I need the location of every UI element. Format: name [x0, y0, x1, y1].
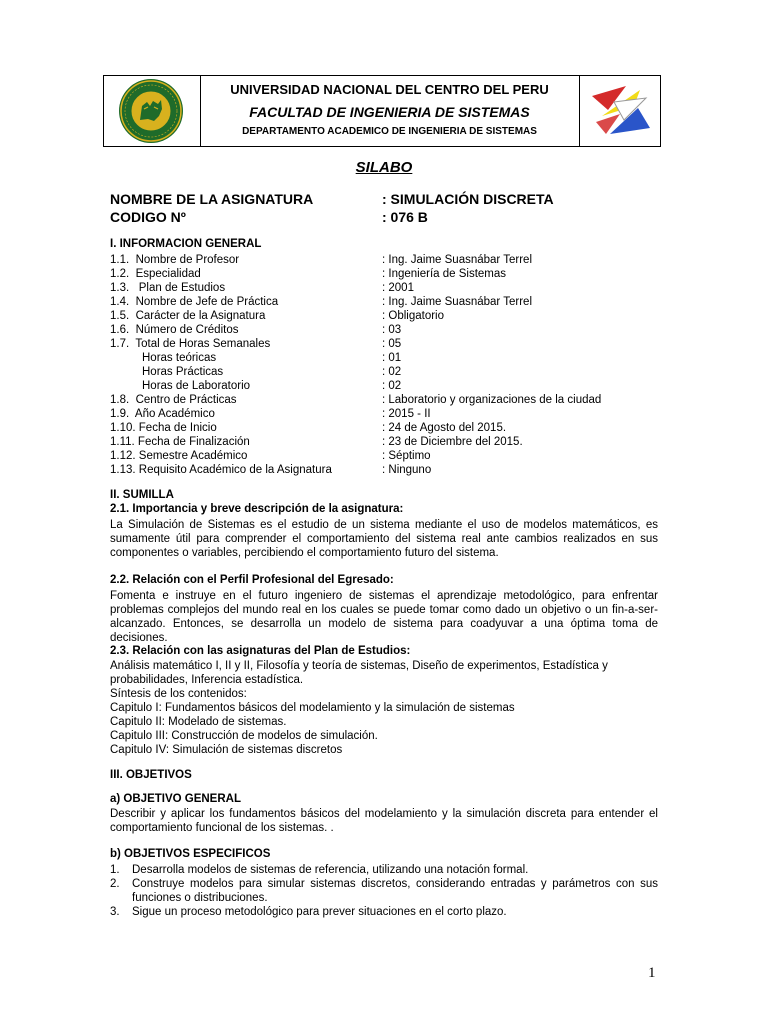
faculty-logo-icon [580, 76, 661, 146]
info-row [110, 407, 670, 421]
section-2-2-text: Fomenta e instruye en el futuro ingeniero de sistemas el aprendizaje metodológico, para enfrentar problemas complejos del mundo real en los cuales se puede tomar como dado un objetivo o un fin-a-ser-alcanzado. Entonces, se desarrolla un modelo de sistema para coadyuvar a una óptima toma de decisiones. [110, 590, 658, 644]
info-value: : Ing. Jaime Suasnábar Terrel [382, 296, 533, 308]
info-label: 1.12. Semestre Académico [110, 450, 248, 462]
info-row [110, 351, 670, 365]
contents-line: Capitulo II: Modelado de sistemas. [110, 716, 287, 728]
university-name: UNIVERSIDAD NACIONAL DEL CENTRO DEL PERU [230, 82, 549, 97]
section-2-3-text: Análisis matemático I, II y II, Filosofía y teoría de sistemas, Diseño de experimentos, Estadística y probabilidades, Inferencia estadística. [110, 660, 608, 686]
info-label: Horas Prácticas [142, 366, 224, 378]
objective-number: 2. [110, 878, 120, 890]
info-label: 1.11. Fecha de Finalización [110, 436, 250, 448]
info-value: : 03 [382, 324, 402, 336]
document-title: SILABO [355, 159, 413, 176]
info-value: : 24 de Agosto del 2015. [382, 422, 507, 434]
objetivos-heading: III. OBJETIVOS [110, 769, 192, 781]
info-label: 1.1. Nombre de Profesor [110, 254, 240, 266]
faculty-name: FACULTAD DE INGENIERIA DE SISTEMAS [249, 104, 530, 120]
objetivos-especificos-heading: b) OBJETIVOS ESPECIFICOS [110, 848, 271, 860]
info-value: : 02 [382, 380, 402, 392]
info-label: 1.7. Total de Horas Semanales [110, 338, 271, 350]
info-row [110, 295, 670, 309]
objective-number: 3. [110, 906, 120, 918]
objective-text: Desarrolla modelos de sistemas de referencia, utilizando una notación formal. [132, 864, 529, 876]
section-2-3-heading: 2.3. Relación con las asignaturas del Plan de Estudios: [110, 645, 411, 657]
info-label: Horas teóricas [142, 352, 217, 364]
info-row [110, 421, 670, 435]
university-seal-icon [104, 76, 200, 146]
info-row [110, 309, 670, 323]
contents-line: Capitulo IV: Simulación de sistemas discretos [110, 744, 343, 756]
section-2-1-text: La Simulación de Sistemas es el estudio de un sistema mediante el uso de modelos matemáticos, es sumamente útil para comprender el comportamiento del sistema real ante cambios realizados en sus componentes o variables, percibiendo el comportamiento futuro del sistema. [110, 519, 658, 559]
info-row [110, 323, 670, 337]
info-label: 1.9. Año Académico [110, 408, 215, 420]
objetivo-general-text: Describir y aplicar los fundamentos básicos del modelamiento y la simulación discreta para entender el comportamiento funcional de los sistemas. . [110, 808, 658, 834]
sumilla-heading: II. SUMILLA [110, 489, 174, 501]
info-value: : Séptimo [382, 450, 431, 462]
info-row [110, 281, 670, 295]
general-info-heading: I. INFORMACION GENERAL [110, 238, 262, 250]
section-2-1-heading: 2.1. Importancia y breve descripción de la asignatura: [110, 503, 404, 515]
section-2-2-heading: 2.2. Relación con el Perfil Profesional del Egresado: [110, 574, 394, 586]
info-value: : 2015 - II [382, 408, 431, 420]
university-seal [104, 76, 201, 146]
objective-text: Sigue un proceso metodológico para prever situaciones en el corto plazo. [132, 906, 507, 918]
info-label: 1.6. Número de Créditos [110, 324, 239, 336]
info-label: 1.5. Carácter de la Asignatura [110, 310, 266, 322]
info-row [110, 365, 670, 379]
contents-line: Capitulo III: Construcción de modelos de simulación. [110, 730, 378, 742]
contents-line: Síntesis de los contenidos: [110, 688, 247, 700]
info-value: : 23 de Diciembre del 2015. [382, 436, 523, 448]
objetivo-general-heading: a) OBJETIVO GENERAL [110, 793, 241, 805]
info-row [110, 267, 670, 281]
header-box [103, 75, 661, 147]
info-value: : 05 [382, 338, 402, 350]
info-row [110, 463, 670, 477]
department-name: DEPARTAMENTO ACADEMICO DE INGENIERIA DE SISTEMAS [242, 126, 537, 137]
info-row [110, 337, 670, 351]
info-label: Horas de Laboratorio [142, 380, 251, 392]
info-value: : 2001 [382, 282, 414, 294]
course-code-label: CODIGO Nº [110, 209, 186, 225]
course-name-label: NOMBRE DE LA ASIGNATURA [110, 191, 314, 207]
info-value: : Obligatorio [382, 310, 445, 322]
info-row [110, 393, 670, 407]
info-value: : Ninguno [382, 464, 432, 476]
info-value: : Laboratorio y organizaciones de la ciudad [382, 394, 602, 406]
info-label: 1.3. Plan de Estudios [110, 282, 226, 294]
info-value: : Ing. Jaime Suasnábar Terrel [382, 254, 533, 266]
info-row [110, 449, 670, 463]
page-number: 1 [648, 965, 656, 981]
header-text [201, 76, 578, 146]
info-label: 1.4. Nombre de Jefe de Práctica [110, 296, 279, 308]
info-value: : Ingeniería de Sistemas [382, 268, 507, 280]
info-row [110, 253, 670, 267]
info-label: 1.8. Centro de Prácticas [110, 394, 237, 406]
info-row [110, 435, 670, 449]
info-label: 1.13. Requisito Académico de la Asignatura [110, 464, 332, 476]
info-row [110, 379, 670, 393]
objective-text: Construye modelos para simular sistemas discretos, considerando entradas y parámetros con sus funciones o distribuciones. [132, 878, 658, 904]
course-name-value: : SIMULACIÓN DISCRETA [382, 191, 554, 207]
info-label: 1.2. Especialidad [110, 268, 201, 280]
info-value: : 02 [382, 366, 402, 378]
course-code-value: : 076 B [382, 209, 428, 225]
info-label: 1.10. Fecha de Inicio [110, 422, 217, 434]
info-value: : 01 [382, 352, 402, 364]
contents-line: Capitulo I: Fundamentos básicos del modelamiento y la simulación de sistemas [110, 702, 515, 714]
faculty-logo [579, 76, 661, 146]
objective-number: 1. [110, 864, 120, 876]
